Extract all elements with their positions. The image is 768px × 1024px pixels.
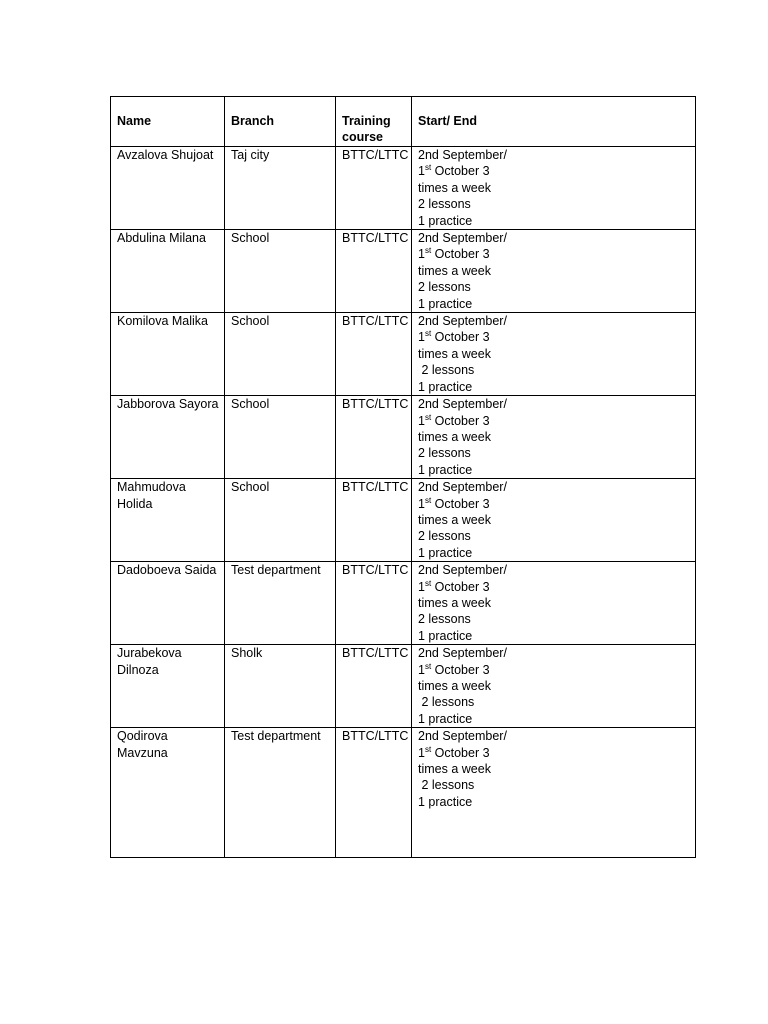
schedule-practice: 1 practice <box>418 545 473 560</box>
schedule-end-month: October 3 <box>431 247 490 262</box>
table-row <box>111 230 696 313</box>
schedule-end-day: 1 <box>418 579 425 594</box>
cell-name: Avzalova Shujoat <box>111 147 225 230</box>
schedule-end-ordinal: st <box>424 744 432 754</box>
cell-start-end <box>412 562 696 645</box>
cell-branch: School <box>225 479 336 562</box>
schedule-end <box>418 246 691 262</box>
table-body <box>111 147 696 858</box>
cell-training-course: BTTC/LTTC <box>336 147 412 230</box>
cell-start-end <box>412 147 696 230</box>
cell-name: Dadoboeva Saida <box>111 562 225 645</box>
table-header-row <box>111 97 696 147</box>
schedule-practice: 1 practice <box>418 711 473 726</box>
cell-name: Qodirova Mavzuna <box>111 728 225 858</box>
schedule-start: 2nd September/ <box>418 563 507 578</box>
schedule-frequency: times a week <box>418 679 491 693</box>
schedule-end <box>418 579 691 595</box>
schedule-lessons: 2 lessons <box>418 529 471 544</box>
cell-start-end <box>412 728 696 858</box>
schedule-lessons: 2 lessons <box>418 695 475 710</box>
cell-branch: School <box>225 230 336 313</box>
schedule-frequency: times a week <box>418 180 491 195</box>
schedule-practice: 1 practice <box>418 296 473 311</box>
schedule-practice: 1 practice <box>418 794 473 809</box>
schedule-start: 2nd September/ <box>418 729 507 744</box>
schedule-end <box>418 662 691 678</box>
schedule-lessons: 2 lessons <box>418 280 471 295</box>
cell-branch: Sholk <box>225 645 336 728</box>
cell-name: Mahmudova Holida <box>111 479 225 562</box>
cell-training-course: BTTC/LTTC <box>336 479 412 562</box>
cell-start-end <box>412 230 696 313</box>
cell-branch: Test department <box>225 728 336 858</box>
cell-training-course: BTTC/LTTC <box>336 230 412 313</box>
schedule-start: 2nd September/ <box>418 646 507 661</box>
schedule-frequency: times a week <box>418 263 491 278</box>
schedule-start: 2nd September/ <box>418 397 507 412</box>
cell-start-end <box>412 479 696 562</box>
schedule-end-month: October 3 <box>431 496 490 511</box>
schedule-end-day: 1 <box>418 330 425 345</box>
cell-branch: Test department <box>225 562 336 645</box>
training-schedule-table <box>110 96 696 858</box>
schedule-practice: 1 practice <box>418 213 473 228</box>
cell-start-end <box>412 396 696 479</box>
schedule-lessons: 2 lessons <box>418 197 471 212</box>
schedule-start: 2nd September/ <box>418 314 507 329</box>
schedule-end <box>418 745 691 761</box>
schedule-end-day: 1 <box>418 247 425 262</box>
schedule-end-ordinal: st <box>424 661 432 671</box>
schedule-lessons: 2 lessons <box>418 363 475 378</box>
schedule-end-ordinal: st <box>424 246 432 256</box>
schedule-end <box>418 496 691 512</box>
schedule-frequency: times a week <box>418 762 491 777</box>
schedule-end <box>418 413 691 429</box>
cell-training-course: BTTC/LTTC <box>336 562 412 645</box>
cell-name: Abdulina Milana <box>111 230 225 313</box>
schedule-frequency: times a week <box>418 595 491 610</box>
schedule-end-month: October 3 <box>431 662 490 677</box>
schedule-end-month: October 3 <box>431 164 490 179</box>
cell-branch: School <box>225 396 336 479</box>
schedule-start: 2nd September/ <box>418 480 507 495</box>
header-training-course: Training course <box>336 97 412 147</box>
schedule-end-ordinal: st <box>424 412 432 422</box>
schedule-end-month: October 3 <box>431 413 490 428</box>
schedule-end-month: October 3 <box>431 745 490 760</box>
cell-training-course: BTTC/LTTC <box>336 645 412 728</box>
schedule-practice: 1 practice <box>418 379 473 394</box>
schedule-start: 2nd September/ <box>418 148 507 162</box>
table-row <box>111 313 696 396</box>
table-row <box>111 562 696 645</box>
schedule-end-ordinal: st <box>424 578 432 588</box>
header-branch: Branch <box>225 97 336 147</box>
schedule-frequency: times a week <box>418 346 491 361</box>
schedule-end-day: 1 <box>418 496 425 511</box>
cell-name: Komilova Malika <box>111 313 225 396</box>
schedule-end <box>418 329 691 345</box>
schedule-end-day: 1 <box>418 745 425 760</box>
header-name: Name <box>111 97 225 147</box>
schedule-start: 2nd September/ <box>418 231 507 246</box>
table-row <box>111 645 696 728</box>
cell-name: Jurabekova Dilnoza <box>111 645 225 728</box>
header-start-end: Start/ End <box>412 97 696 147</box>
cell-branch: Taj city <box>225 147 336 230</box>
table-row <box>111 396 696 479</box>
cell-start-end <box>412 313 696 396</box>
schedule-end-ordinal: st <box>424 329 432 339</box>
schedule-practice: 1 practice <box>418 628 473 643</box>
schedule-end-ordinal: st <box>424 163 432 173</box>
cell-training-course: BTTC/LTTC <box>336 396 412 479</box>
cell-name: Jabborova Sayora <box>111 396 225 479</box>
schedule-end-month: October 3 <box>431 330 490 345</box>
schedule-frequency: times a week <box>418 512 491 527</box>
table-row <box>111 479 696 562</box>
schedule-lessons: 2 lessons <box>418 778 475 793</box>
schedule-lessons: 2 lessons <box>418 612 471 627</box>
table-row <box>111 728 696 858</box>
cell-branch: School <box>225 313 336 396</box>
schedule-frequency: times a week <box>418 429 491 444</box>
schedule-end-day: 1 <box>418 164 425 179</box>
schedule-end-day: 1 <box>418 413 425 428</box>
cell-training-course: BTTC/LTTC <box>336 728 412 858</box>
schedule-practice: 1 practice <box>418 462 473 477</box>
schedule-end-ordinal: st <box>424 495 432 505</box>
schedule-lessons: 2 lessons <box>418 446 471 461</box>
cell-training-course: BTTC/LTTC <box>336 313 412 396</box>
cell-start-end <box>412 645 696 728</box>
schedule-end-day: 1 <box>418 662 425 677</box>
schedule-end-month: October 3 <box>431 579 490 594</box>
schedule-end <box>418 163 691 179</box>
table-row <box>111 147 696 230</box>
